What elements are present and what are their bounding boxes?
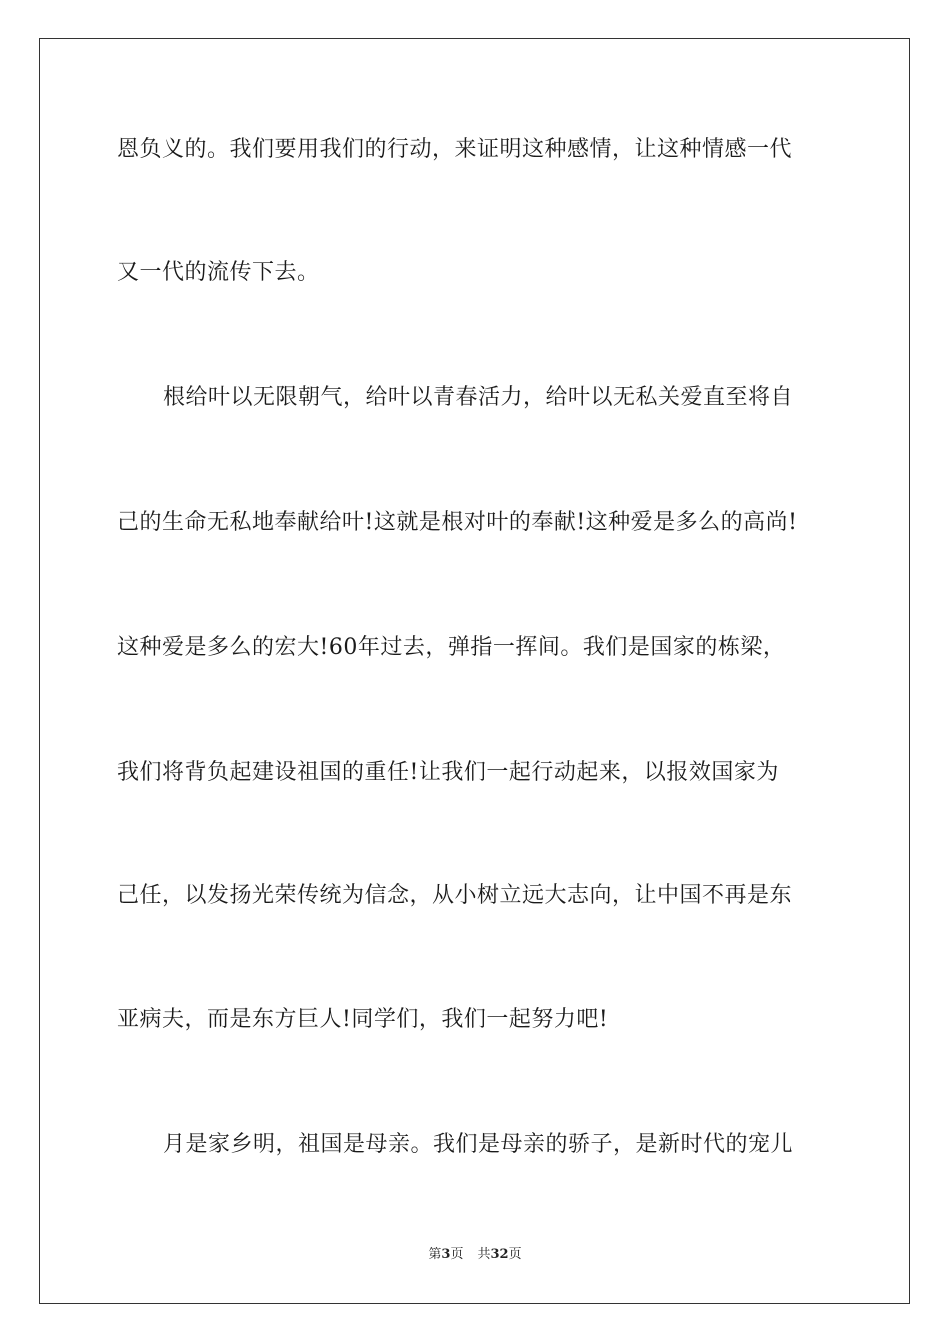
- total-label-prefix: 共: [477, 1247, 491, 1262]
- paragraph-start-line: 月是家乡明，祖国是母亲。我们是母亲的骄子，是新时代的宠儿: [163, 1132, 794, 1157]
- page-border: [39, 38, 910, 1304]
- page-label-suffix: 页: [450, 1247, 464, 1262]
- text-line: 又一代的流传下去。: [117, 260, 320, 285]
- paragraph-start-line: 根给叶以无限朝气，给叶以青春活力，给叶以无私关爱直至将自: [163, 385, 794, 410]
- text-line: 这种爱是多么的宏大!60年过去，弹指一挥间。我们是国家的栋梁，: [117, 635, 786, 660]
- page-number-footer: [0, 1246, 950, 1264]
- page-label-prefix: 第: [428, 1247, 442, 1262]
- text-line: 己的生命无私地奉献给叶!这就是根对叶的奉献!这种爱是多么的高尚!: [117, 510, 798, 535]
- text-line: 我们将背负起建设祖国的重任!让我们一起行动起来，以报效国家为: [117, 760, 779, 785]
- text-line: 亚病夫，而是东方巨人!同学们，我们一起努力吧!: [117, 1007, 609, 1032]
- total-label-suffix: 页: [508, 1247, 522, 1262]
- text-line: 恩负义的。我们要用我们的行动，来证明这种感情，让这种情感一代: [117, 137, 793, 162]
- total-page-count: 32: [490, 1247, 509, 1262]
- text-line: 己任，以发扬光荣传统为信念，从小树立远大志向，让中国不再是东: [117, 883, 793, 908]
- current-page-number: 3: [441, 1247, 451, 1262]
